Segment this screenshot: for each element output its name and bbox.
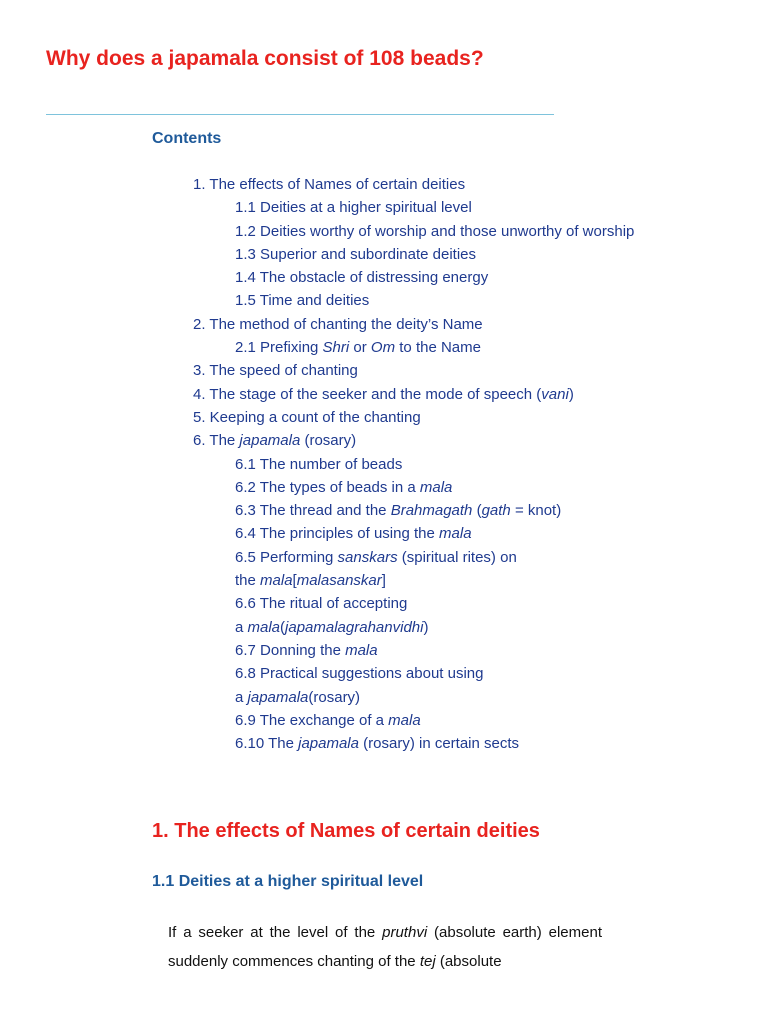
text-run: (rosary) — [308, 688, 361, 706]
text-run: 1.2 Deities worthy of worship and those unworthy of worship — [235, 222, 635, 240]
contents-heading: Contents — [152, 130, 222, 147]
section-heading: 1. The effects of Names of certain deities — [152, 820, 540, 842]
text-run: 1.5 Time and deities — [235, 292, 370, 310]
table-of-contents — [0, 173, 768, 755]
italic-term: japamala — [298, 735, 359, 753]
text-run: [ — [292, 572, 297, 590]
text-run: 6.7 Donning the — [235, 641, 346, 659]
toc-item[interactable] — [0, 243, 768, 266]
text-run: 3. The speed of chanting — [193, 362, 358, 380]
text-run: 2.1 Prefixing — [235, 339, 323, 357]
toc-item[interactable] — [0, 313, 768, 336]
italic-term: gath — [481, 502, 511, 520]
toc-item[interactable] — [0, 173, 768, 196]
toc-item[interactable] — [0, 709, 768, 732]
text-run: 1.1 Deities at a higher spiritual level — [235, 199, 472, 217]
toc-item[interactable] — [0, 429, 768, 452]
text-run: 6.9 The exchange of a — [235, 711, 389, 729]
toc-item[interactable] — [0, 220, 635, 243]
text-run: 1.4 The obstacle of distressing energy — [235, 269, 489, 287]
toc-item[interactable] — [0, 522, 768, 545]
text-run: a — [235, 618, 248, 636]
italic-term: japamala — [247, 688, 309, 706]
italic-term: malasanskar — [296, 572, 382, 590]
text-run: (absolute earth) element suddenly commences chanting of the — [168, 924, 602, 970]
italic-term: japamalagrahanvidhi — [285, 618, 424, 636]
text-run: ] — [381, 572, 386, 590]
title-divider — [46, 114, 554, 115]
toc-item[interactable] — [0, 732, 768, 755]
text-run: If a seeker at the level of the — [168, 924, 383, 941]
text-run: 1. The effects of Names of certain deities — [193, 176, 466, 193]
toc-item[interactable] — [0, 499, 768, 522]
text-run: ) — [568, 385, 574, 403]
text-run: ) — [423, 618, 429, 636]
text-run: 6.6 The ritual of accepting — [235, 595, 408, 613]
text-run: 6.1 The number of beads — [235, 455, 403, 473]
text-run: 6.5 Performing — [235, 548, 338, 566]
italic-term: Shri — [322, 339, 350, 357]
italic-term: mala — [247, 618, 281, 636]
text-run: 6.10 The — [235, 735, 299, 753]
text-run: (rosary) in certain sects — [358, 735, 520, 753]
text-run: = knot) — [510, 502, 562, 520]
italic-term: Brahmagath — [390, 502, 473, 520]
toc-item[interactable] — [0, 196, 768, 219]
toc-item[interactable] — [0, 569, 768, 592]
toc-item[interactable] — [0, 662, 768, 685]
text-run: 6.4 The principles of using the — [235, 525, 440, 543]
text-run: or — [349, 339, 371, 357]
italic-term: tej — [419, 953, 436, 970]
toc-item[interactable] — [0, 289, 768, 312]
toc-item[interactable] — [0, 616, 768, 639]
subsection-heading: 1.1 Deities at a higher spiritual level — [152, 873, 424, 890]
text-run: to the Name — [395, 339, 481, 357]
toc-item[interactable] — [0, 406, 768, 429]
toc-item[interactable] — [0, 453, 768, 476]
toc-item[interactable] — [0, 383, 768, 406]
toc-item[interactable] — [0, 592, 768, 615]
toc-item[interactable] — [0, 266, 768, 289]
toc-item[interactable] — [0, 336, 768, 359]
italic-term: mala — [419, 478, 453, 496]
toc-item[interactable] — [0, 686, 768, 709]
italic-term: mala — [345, 641, 378, 659]
italic-term: sanskars — [337, 548, 398, 566]
italic-term: Om — [370, 339, 396, 357]
text-run: 6. The — [193, 432, 240, 450]
body-paragraph — [168, 918, 602, 976]
text-run: (rosary) — [300, 432, 357, 450]
italic-term: japamala — [239, 432, 301, 450]
text-run: 1.3 Superior and subordinate deities — [235, 245, 476, 263]
text-run: the — [235, 572, 261, 590]
italic-term: mala — [439, 525, 472, 543]
italic-term: mala — [388, 711, 421, 729]
text-run: (spiritual rites) on — [397, 548, 517, 566]
toc-item[interactable] — [0, 546, 768, 569]
text-run: 6.2 The types of beads in a — [235, 478, 420, 496]
text-run: 4. The stage of the seeker and the mode of speech ( — [193, 385, 542, 403]
italic-term: mala — [260, 572, 293, 590]
text-run: 5. Keeping a count of the chanting — [193, 408, 421, 426]
page-title: Why does a japamala consist of 108 beads? — [46, 47, 484, 70]
text-run: 2. The method of chanting the deity’s Name — [193, 315, 483, 333]
toc-item[interactable] — [0, 359, 768, 382]
text-run: ( — [472, 502, 482, 520]
toc-item[interactable] — [0, 476, 768, 499]
text-run: a — [235, 688, 248, 706]
text-run: (absolute — [435, 953, 502, 970]
text-run: ( — [280, 618, 286, 636]
text-run: 6.8 Practical suggestions about using — [235, 665, 484, 683]
italic-term: pruthvi — [382, 924, 428, 941]
toc-item[interactable] — [0, 639, 768, 662]
italic-term: vani — [541, 385, 569, 403]
text-run: 6.3 The thread and the — [235, 502, 391, 520]
